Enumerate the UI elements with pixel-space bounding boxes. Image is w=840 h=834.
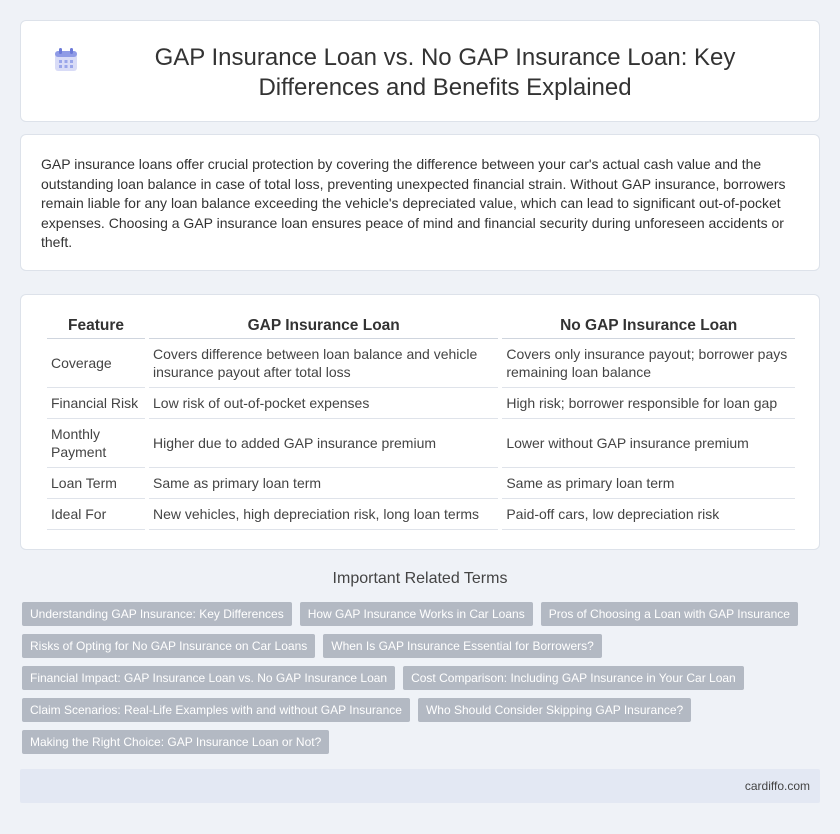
column-header-gap-loan: GAP Insurance Loan xyxy=(149,315,498,339)
related-term-tag[interactable]: Cost Comparison: Including GAP Insurance in Your Car Loan xyxy=(403,666,744,690)
related-term-tag[interactable]: Understanding GAP Insurance: Key Differences xyxy=(22,602,292,626)
row-gap-value: New vehicles, high depreciation risk, long loan terms xyxy=(149,499,498,530)
row-no-gap-value: Covers only insurance payout; borrower pays remaining loan balance xyxy=(502,339,795,388)
row-feature: Ideal For xyxy=(47,499,145,530)
row-feature: Coverage xyxy=(47,339,145,388)
table-row xyxy=(47,339,795,388)
row-feature: Monthly Payment xyxy=(47,419,145,468)
row-feature: Financial Risk xyxy=(47,388,145,419)
related-term-tag[interactable]: How GAP Insurance Works in Car Loans xyxy=(300,602,533,626)
row-no-gap-value: Lower without GAP insurance premium xyxy=(502,419,795,468)
row-gap-value: Same as primary loan term xyxy=(149,468,498,499)
comparison-table-card xyxy=(20,294,820,550)
table-row xyxy=(47,388,795,419)
related-term-tag[interactable]: Pros of Choosing a Loan with GAP Insurance xyxy=(541,602,798,626)
intro-card xyxy=(20,134,820,271)
related-term-tag[interactable]: Risks of Opting for No GAP Insurance on Car Loans xyxy=(22,634,315,658)
related-terms-list xyxy=(22,602,802,754)
related-term-tag[interactable]: Making the Right Choice: GAP Insurance Loan or Not? xyxy=(22,730,329,754)
table-row xyxy=(47,419,795,468)
table-row xyxy=(47,468,795,499)
row-no-gap-value: Same as primary loan term xyxy=(502,468,795,499)
footer xyxy=(20,769,820,803)
related-term-tag[interactable]: Claim Scenarios: Real-Life Examples with and without GAP Insurance xyxy=(22,698,410,722)
table-header-row xyxy=(47,315,795,339)
row-feature: Loan Term xyxy=(47,468,145,499)
row-gap-value: Higher due to added GAP insurance premium xyxy=(149,419,498,468)
comparison-table xyxy=(43,315,799,530)
row-no-gap-value: Paid-off cars, low depreciation risk xyxy=(502,499,795,530)
table-row xyxy=(47,499,795,530)
related-term-tag[interactable]: Financial Impact: GAP Insurance Loan vs. No GAP Insurance Loan xyxy=(22,666,395,690)
footer-site-name[interactable]: cardiffo.com xyxy=(744,779,810,793)
header-card xyxy=(20,20,820,122)
related-terms-heading: Important Related Terms xyxy=(332,570,508,587)
related-term-tag[interactable]: When Is GAP Insurance Essential for Borrowers? xyxy=(323,634,602,658)
row-no-gap-value: High risk; borrower responsible for loan gap xyxy=(502,388,795,419)
column-header-feature: Feature xyxy=(47,315,145,339)
related-term-tag[interactable]: Who Should Consider Skipping GAP Insurance? xyxy=(418,698,691,722)
column-header-no-gap-loan: No GAP Insurance Loan xyxy=(502,315,795,339)
page-title: GAP Insurance Loan vs. No GAP Insurance Loan: Key Differences and Benefits Explained xyxy=(154,44,736,101)
row-gap-value: Covers difference between loan balance and vehicle insurance payout after total loss xyxy=(149,339,498,388)
row-gap-value: Low risk of out-of-pocket expenses xyxy=(149,388,498,419)
intro-paragraph: GAP insurance loans offer crucial protection by covering the difference between your car's actual cash value and the outstanding loan balance in case of total loss, preventing unexpected financial strain. Without GAP insurance, borrowers remain liable for any loan balance exceeding the vehicle's depreciated value, which can lead to significant out-of-pocket expenses. Choosing a GAP insurance loan ensures peace of mind and financial security during unforeseen accidents or theft. xyxy=(41,156,786,251)
